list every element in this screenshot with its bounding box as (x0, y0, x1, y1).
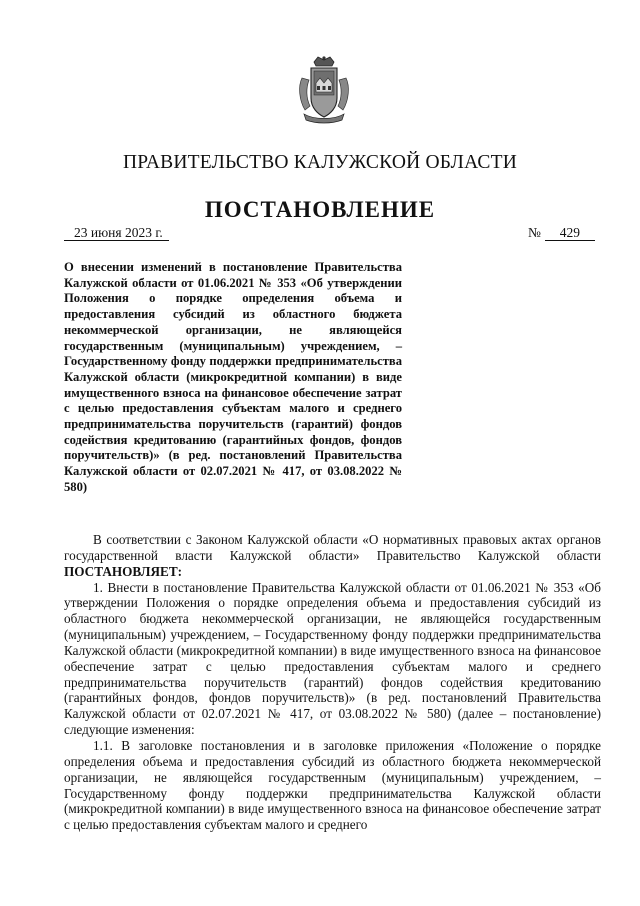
preamble-paragraph (64, 532, 601, 580)
document-type-heading: ПОСТАНОВЛЕНИЕ (204, 197, 436, 222)
number-value: 429 (545, 226, 595, 241)
coat-of-arms-icon (296, 56, 352, 124)
document-date: 23 июня 2023 г. (64, 226, 169, 241)
number-label: № (528, 225, 541, 240)
document-number (528, 226, 595, 241)
document-body (64, 532, 601, 833)
item-1-1-paragraph: 1.1. В заголовке постановления и в заголовке приложения «Положение о порядке определения объема и предоставления субсидий из областного бюджета некоммерческой организации, не являющейся государственным (муниципальным) учреждением, – Государственному фонду поддержки предпринимательства Калужской области (микрокредитной компании) в виде имущественного взноса на финансовое обеспечение затрат с целью предоставления субъектам малого и среднего (64, 737, 601, 833)
item-1-paragraph: 1. Внести в постановление Правительства Калужской области от 01.06.2021 № 353 «Об утверждении Положения о порядке определения объема и предоставления субсидий из областного бюджета некоммерческой организации, не являющейся государственным (муниципальным) учреждением, – Государственному фонду поддержки предпринимательства Калужской области (микрокредитной компании) в виде имущественного взноса на финансовое обеспечение затрат с целью предоставления субъектам малого и среднего предпринимательства поручительств (гарантий) фондов содействия кредитованию (гарантийных фондов, фондов поручительств)» (в ред. постановлений Правительства Калужской области от 02.07.2021 № 417, от 03.08.2022 № 580) (далее – постановление) следующие изменения: (64, 579, 601, 738)
preamble-text: В соответствии с Законом Калужской области «О нормативных правовых актах органов государственной власти Калужской области» Правительство Калужской области (64, 532, 601, 563)
government-title: ПРАВИТЕЛЬСТВО КАЛУЖСКОЙ ОБЛАСТИ (123, 152, 517, 173)
decree-word: ПОСТАНОВЛЯЕТ: (64, 563, 183, 579)
document-subject: О внесении изменений в постановление Правительства Калужской области от 01.06.2021 № 353 «Об утверждении Положения о порядке определения объема и предоставления субсидий из областного бюджета некоммерческой организации, не являющейся государственным (муниципальным) учреждением, – Государственному фонду поддержки предпринимательства Калужской области (микрокредитной компании) в виде имущественного взноса на финансовое обеспечение затрат с целью предоставления субъектам малого и среднего предпринимательства поручительств (гарантий) фондов содействия кредитованию (гарантийных фондов, фондов поручительств)» (в ред. постановлений Правительства Калужской области от 02.07.2021 № 417, от 03.08.2022 № 580) (64, 260, 402, 494)
